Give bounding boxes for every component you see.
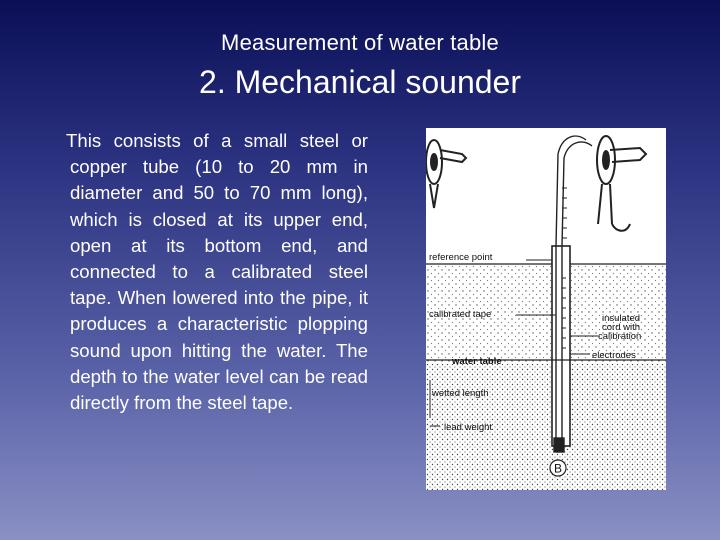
- label-lead-weight: lead weight: [444, 422, 493, 433]
- label-wetted-length: wetted length: [432, 388, 489, 399]
- right-reel-icon: [597, 136, 646, 231]
- label-reference-point: reference point: [429, 252, 493, 263]
- label-insulated-3: calibration: [598, 331, 642, 342]
- slide-body-text: This consists of a small steel or copper tube (10 to 20 mm in diameter and 50 to 70 mm long), which is closed at its upper end, open at its bottom end, and connected to a calibrated steel tape. When lowered into the pipe, it produces a characteristic plopping sound upon hitting the water. The depth to the water level can be read directly from the steel tape.: [66, 130, 368, 414]
- label-water-table: water table: [452, 356, 502, 367]
- label-calibrated-tape: calibrated tape: [429, 309, 492, 320]
- label-electrodes: electrodes: [592, 350, 636, 361]
- label-insulated-2: cord with: [602, 322, 641, 333]
- slide-title: 2. Mechanical sounder: [199, 64, 521, 100]
- marker-b-label: B: [553, 461, 563, 476]
- well-casing: [552, 246, 570, 446]
- left-reel-icon: [426, 140, 466, 208]
- soil-layer: [426, 264, 666, 490]
- mechanical-sounder-diagram: [426, 128, 666, 490]
- label-insulated-1: insulated: [602, 313, 641, 324]
- slide-subtitle: Measurement of water table: [221, 30, 499, 55]
